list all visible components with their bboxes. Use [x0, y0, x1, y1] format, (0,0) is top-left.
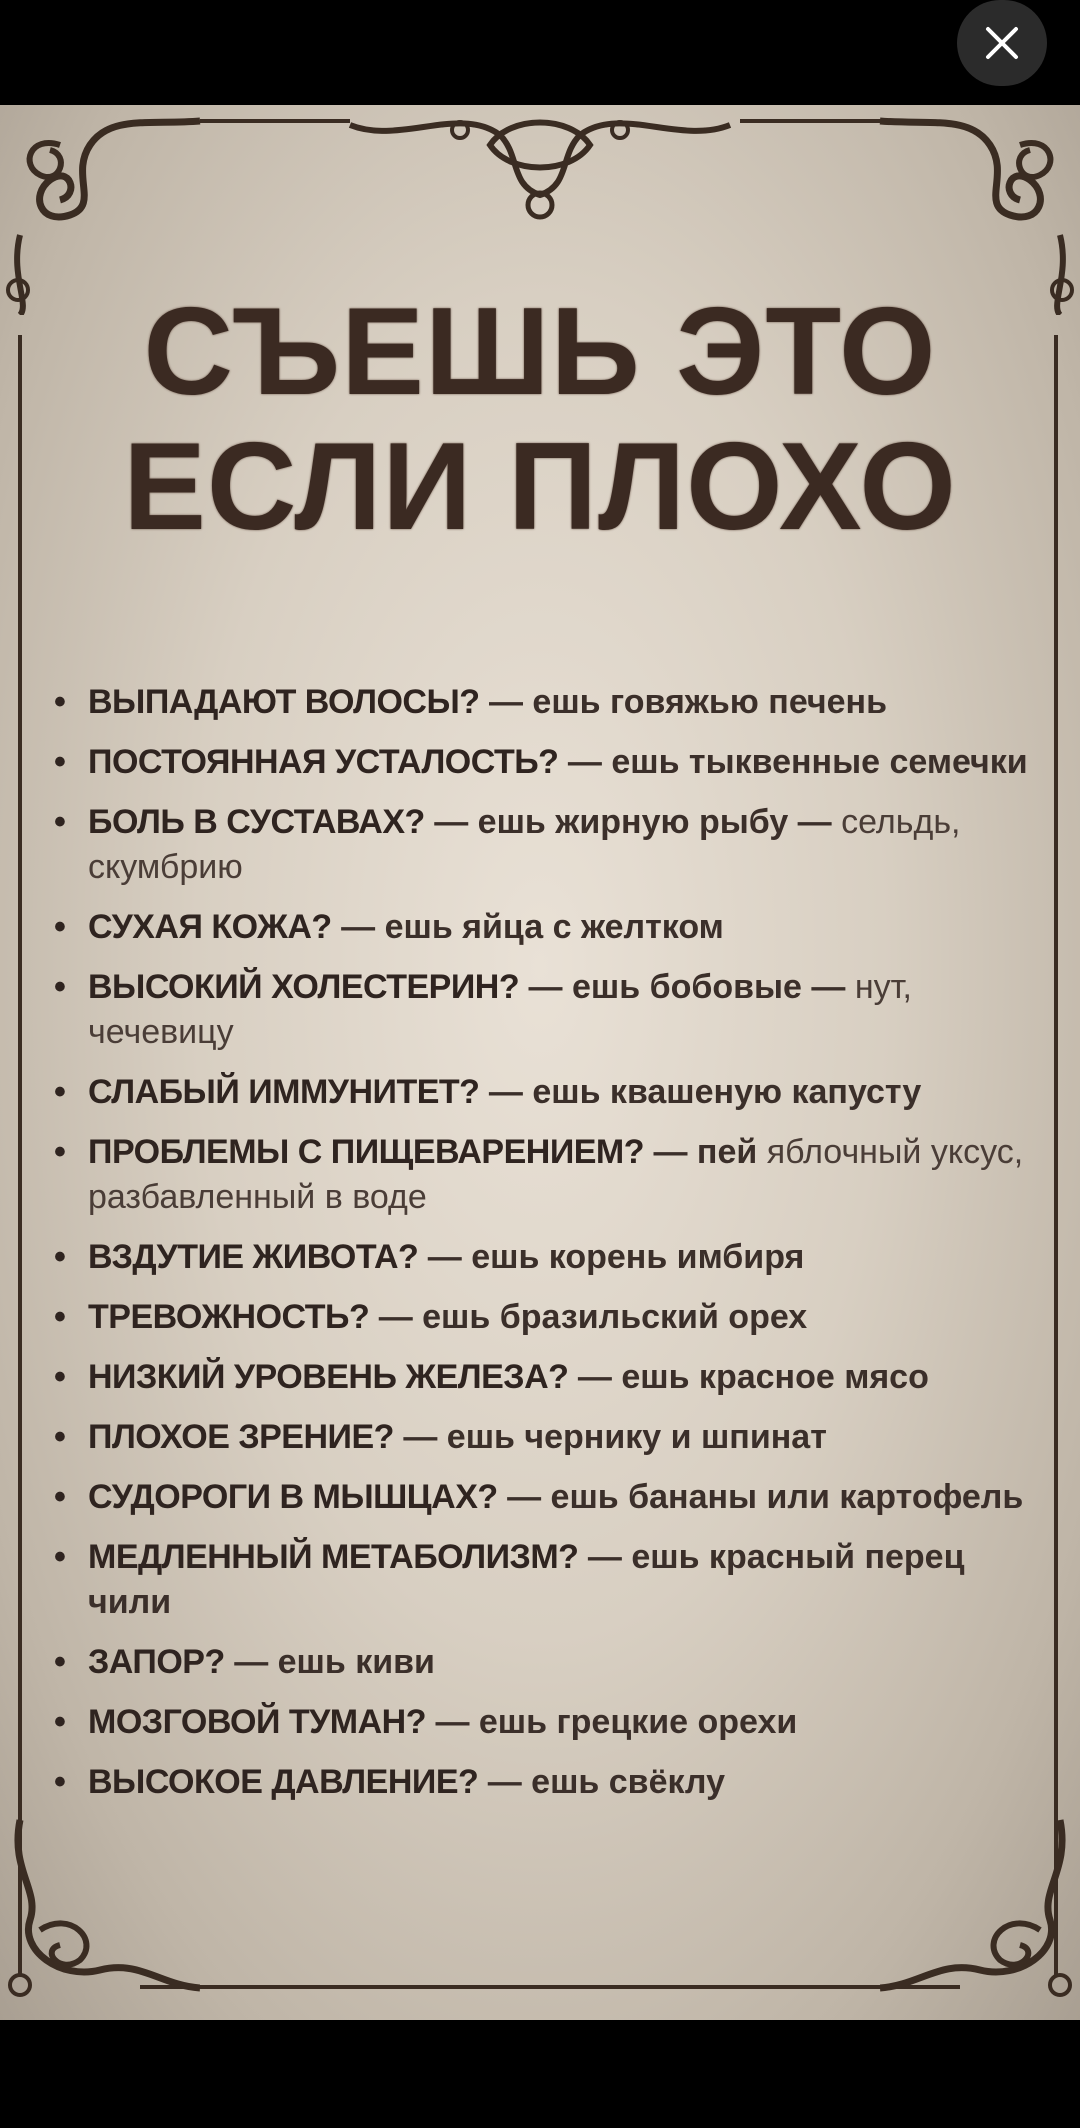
tip-item — [50, 1130, 1040, 1220]
tip-answer: — ешь бобовые — — [519, 968, 855, 1006]
tip-answer: — ешь киви — [224, 1643, 435, 1681]
bullet-icon: • — [54, 1298, 66, 1336]
close-button[interactable] — [957, 0, 1047, 86]
tip-answer: — ешь красный перец чили — [88, 1538, 965, 1621]
bottom-left-ornament-icon — [0, 1810, 200, 2000]
poster-title-line2: ЕСЛИ ПЛОХО — [123, 418, 957, 556]
tip-answer-detail: сельдь, скумбрию — [88, 803, 961, 886]
bullet-icon: • — [54, 803, 66, 841]
bullet-icon: • — [54, 1538, 66, 1576]
tip-answer: — ешь яйца с желтком — [331, 908, 724, 946]
tip-item — [50, 1475, 1040, 1520]
bullet-icon: • — [54, 1703, 66, 1741]
tip-item — [50, 1640, 1040, 1685]
tip-question: ПЛОХОЕ ЗРЕНИЕ? — [88, 1418, 394, 1456]
tip-question: СЛАБЫЙ ИММУНИТЕТ? — [88, 1073, 480, 1111]
bullet-icon: • — [54, 1133, 66, 1171]
bullet-icon: • — [54, 1763, 66, 1801]
bullet-icon: • — [54, 743, 66, 781]
tip-answer: — ешь говяжью печень — [479, 683, 887, 721]
bullet-icon: • — [54, 1358, 66, 1396]
frame-bottom-line — [140, 1985, 960, 1989]
frame-top-right-line — [740, 119, 890, 123]
tip-item — [50, 905, 1040, 950]
bullet-icon: • — [54, 1478, 66, 1516]
tip-question: СУДОРОГИ В МЫШЦАХ? — [88, 1478, 498, 1516]
tip-item — [50, 740, 1040, 785]
tip-question: НИЗКИЙ УРОВЕНЬ ЖЕЛЕЗА? — [88, 1358, 569, 1396]
tip-answer: — ешь квашеную капусту — [479, 1073, 922, 1111]
bottom-right-ornament-icon — [880, 1810, 1080, 2000]
tip-item — [50, 680, 1040, 725]
bullet-icon: • — [54, 968, 66, 1006]
tip-question: ВЗДУТИЕ ЖИВОТА? — [88, 1238, 419, 1276]
tip-answer: — ешь тыквенные семечки — [558, 743, 1028, 781]
bullet-icon: • — [54, 1418, 66, 1456]
bullet-icon: • — [54, 1643, 66, 1681]
tip-answer: — ешь чернику и шпинат — [393, 1418, 827, 1456]
tip-item — [50, 1070, 1040, 1115]
tip-answer: — ешь бананы или картофель — [497, 1478, 1024, 1516]
tip-item — [50, 1760, 1040, 1805]
tip-question: ВЫСОКИЙ ХОЛЕСТЕРИН? — [88, 968, 520, 1006]
tip-question: МЕДЛЕННЫЙ МЕТАБОЛИЗМ? — [88, 1538, 579, 1576]
tip-question: ВЫПАДАЮТ ВОЛОСЫ? — [88, 683, 480, 721]
tip-item — [50, 1295, 1040, 1340]
tip-question: ПРОБЛЕМЫ С ПИЩЕВАРЕНИЕМ? — [88, 1133, 645, 1171]
tip-answer: — ешь красное мясо — [568, 1358, 929, 1396]
bullet-icon: • — [54, 908, 66, 946]
tip-answer: — ешь бразильский орех — [369, 1298, 808, 1336]
tip-question: ТРЕВОЖНОСТЬ? — [88, 1298, 370, 1336]
tip-item — [50, 1535, 1040, 1625]
tip-answer-detail: нут, чечевицу — [88, 968, 912, 1051]
tip-item — [50, 1355, 1040, 1400]
tip-question: БОЛЬ В СУСТАВАХ? — [88, 803, 425, 841]
tip-question: МОЗГОВОЙ ТУМАН? — [88, 1703, 426, 1741]
tip-answer: — пей — [644, 1133, 767, 1171]
poster-title-line1: СЪЕШЬ ЭТО — [143, 283, 937, 421]
tip-answer: — ешь корень имбиря — [418, 1238, 805, 1276]
bullet-icon: • — [54, 683, 66, 721]
tip-answer: — ешь свёклу — [478, 1763, 725, 1801]
bullet-icon: • — [54, 1073, 66, 1111]
tip-question: ВЫСОКОЕ ДАВЛЕНИЕ? — [88, 1763, 479, 1801]
tip-question: ЗАПОР? — [88, 1643, 225, 1681]
tip-question: ПОСТОЯННАЯ УСТАЛОСТЬ? — [88, 743, 559, 781]
tip-question: СУХАЯ КОЖА? — [88, 908, 332, 946]
tip-answer-detail: яблочный уксус, разбавленный в воде — [88, 1133, 1024, 1216]
bullet-icon: • — [54, 1238, 66, 1276]
close-icon — [982, 23, 1022, 63]
tip-item — [50, 1700, 1040, 1745]
tip-item — [50, 1415, 1040, 1460]
frame-top-left-line — [200, 119, 350, 123]
poster-image — [0, 105, 1080, 2020]
tip-item — [50, 965, 1040, 1055]
tip-answer: — ешь жирную рыбу — — [424, 803, 842, 841]
tips-list — [50, 680, 1040, 1820]
tip-item — [50, 1235, 1040, 1280]
tip-item — [50, 800, 1040, 890]
tip-answer: — ешь грецкие орехи — [426, 1703, 798, 1741]
top-center-ornament-icon — [340, 105, 740, 225]
